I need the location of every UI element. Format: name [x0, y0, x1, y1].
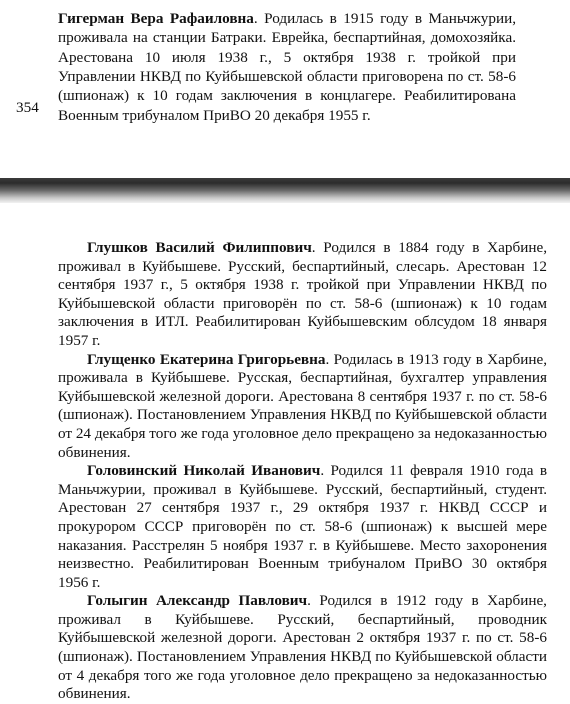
page-separator-shadow — [0, 178, 570, 203]
current-page — [0, 203, 570, 703]
previous-page — [0, 0, 570, 178]
entry-name: Голыгин Александр Павлович — [87, 592, 308, 610]
entry-name: Глушков Василий Филиппович — [87, 239, 312, 256]
bio-entry-gigerman — [58, 9, 516, 125]
bio-entry-glushchenko — [58, 351, 547, 463]
entry-name: Гигерман Вера Рафаиловна — [58, 10, 254, 28]
entry-text: . Родилась в 1915 году в Маньчжурии, проживала на станции Батраки. Еврейка, беспартийная, домохозяйка. Арестована 10 июля 1938 г., 5 октября 1938 г. тройкой при Управлении НКВД по Куйбышевской области приговорена по ст. 58-6 (шпионаж) к 10 годам заключения в концлагере. Реабилитирована Военным трибуналом ПриВО 20 декабря 1955 г. — [58, 10, 516, 124]
bio-entries — [58, 239, 547, 704]
bio-entry-golygin — [58, 592, 547, 704]
entry-text: . Родился в 1912 году в Харбине, проживал в Куйбышеве. Русский, беспартийный, проводник Куйбышевской железной дороги. Арестован 2 октября 1937 г. по ст. 58-6 (шпионаж). Постановлением Управления НКВД по Куйбышевской области от 4 декабря того же года уголовное дело прекращено за недоказанностью обвинения. — [58, 592, 547, 703]
entry-text: . Родился 11 февраля 1910 года в Маньчжурии, проживал в Куйбышеве. Русский, беспартийный, студент. Арестован 27 сентября 1937 г., 29 октября 1937 г. НКВД СССР и прокурором СССР приговорён по ст. 58-6 (шпионаж) к высшей мере наказания. Расстрелян 5 ноября 1937 г. в Куйбышеве. Место захоронения неизвестно. Реабилитирован Военным трибуналом ПриВО 30 октября 1956 г. — [58, 462, 547, 591]
entry-name: Головинский Николай Иванович — [87, 462, 321, 480]
entry-name: Глущенко Екатерина Григорьевна — [87, 350, 326, 368]
entry-text: . Родился в 1884 году в Харбине, проживал в Куйбышеве. Русский, беспартийный, слесарь. Арестован 12 сентября 1937 г., 5 октября 1938 г. тройкой при Управлении НКВД по Куйбышевской области приговорён по ст. 58-6 (шпионаж) к 10 годам заключения в ИТЛ. Реабилитирован Куйбышевским облсудом 18 января 1957 г. — [58, 239, 547, 349]
page-number: 354 — [16, 99, 39, 116]
entry-text: . Родилась в 1913 году в Харбине, проживала в Куйбышеве. Русская, беспартийная, бухгалтер управления Куйбышевской железной дороги. Арестована 8 сентября 1937 г. по ст. 58-6 (шпионаж). Постановлением Управления НКВД по Куйбышевской области от 24 декабря того же года уголовное дело прекращено за недоказанностью обвинения. — [58, 350, 547, 461]
bio-entry-glushkov — [58, 239, 547, 351]
bio-entry-golovinsky — [58, 462, 547, 592]
